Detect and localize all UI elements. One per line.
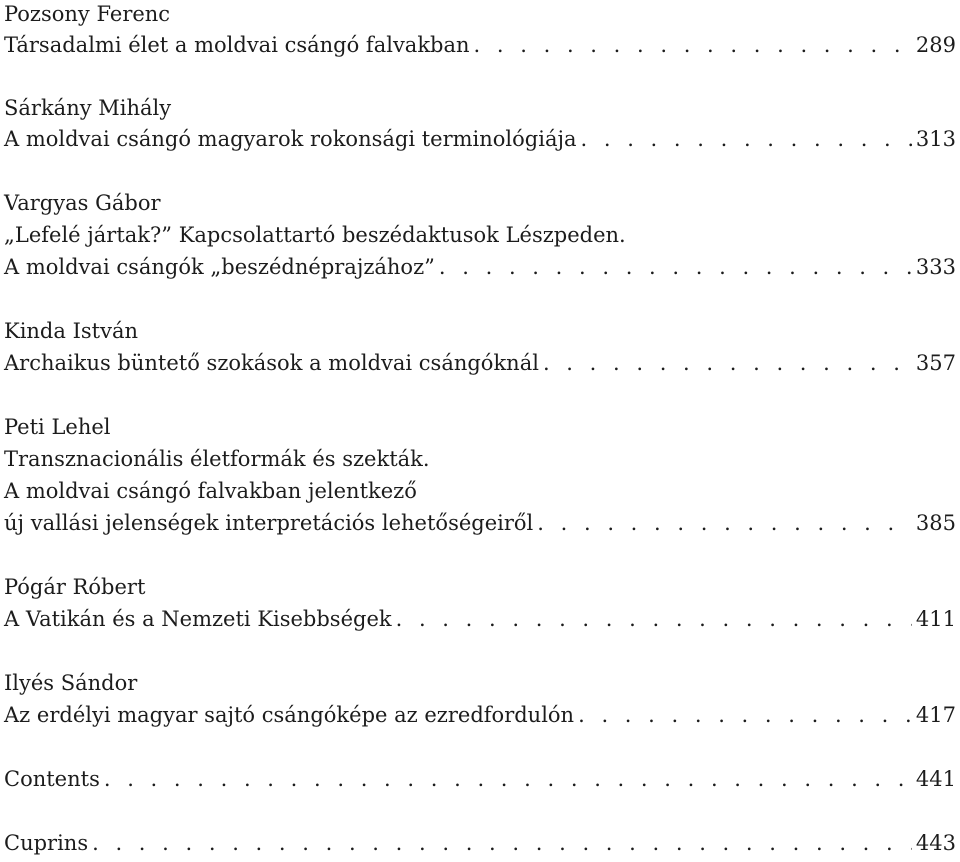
dot-leader [539,349,912,377]
toc-author: Sárkány Mihály [4,96,172,120]
toc-title-text: A Vatikán és a Nemzeti Kisebbségek [4,607,392,631]
toc-entry-title-line[interactable] [4,31,956,59]
toc-title-text: Társadalmi élet a moldvai csángó falvakban [4,33,470,57]
toc-page-number: 333 [915,255,956,279]
toc-title-text: Transznacionális életformák és szekták. [4,447,430,471]
dot-leader [392,605,912,633]
toc-page-number: 313 [915,127,956,151]
toc-page-number: 417 [915,703,956,727]
dot-leader [100,765,912,793]
toc-author: Ilyés Sándor [4,671,138,695]
dot-leader [577,125,912,153]
toc-entry-title-line[interactable] [4,253,956,281]
toc-page-number: 411 [915,607,956,631]
toc-author: Kinda István [4,319,138,343]
toc-title-text: A moldvai csángó magyarok rokonsági terminológiája [4,127,577,151]
dot-leader [533,509,912,537]
toc-page-number: 289 [915,33,956,57]
toc-author: Pógár Róbert [4,575,146,599]
toc-title-text: A moldvai csángók „beszédnéprajzához” [4,255,435,279]
dot-leader [470,31,912,59]
toc-entry-title-line[interactable] [4,349,956,377]
toc-title-text: A moldvai csángó falvakban jelentkező [4,479,417,503]
toc-title-text: Archaikus büntető szokások a moldvai csángóknál [4,351,539,375]
toc-author: Vargyas Gábor [4,191,161,215]
toc-entry-title-line[interactable] [4,605,956,633]
toc-page-number: 385 [915,511,956,535]
toc-page-number: 443 [915,831,956,855]
dot-leader [88,829,912,857]
toc-entry-contents[interactable] [4,765,956,793]
toc-entry-title-line[interactable] [4,509,956,537]
toc-author: Pozsony Ferenc [4,2,171,26]
toc-entry-title-line[interactable] [4,125,956,153]
dot-leader [574,701,912,729]
toc-title-text: Cuprins [4,831,89,855]
toc-title-text: Contents [4,767,100,791]
toc-title-text: „Lefelé jártak?” Kapcsolattartó beszédaktusok Lészpeden. [4,223,626,247]
toc-title-text: új vallási jelenségek interpretációs lehetőségeiről [4,511,534,535]
toc-page-number: 441 [915,767,956,791]
toc-entry-cuprins[interactable] [4,829,956,857]
toc-author: Peti Lehel [4,415,111,439]
dot-leader [435,253,912,281]
toc-title-text: Az erdélyi magyar sajtó csángóképe az ezredfordulón [4,703,575,727]
toc-entry-title-line[interactable] [4,701,956,729]
toc-page-number: 357 [915,351,956,375]
